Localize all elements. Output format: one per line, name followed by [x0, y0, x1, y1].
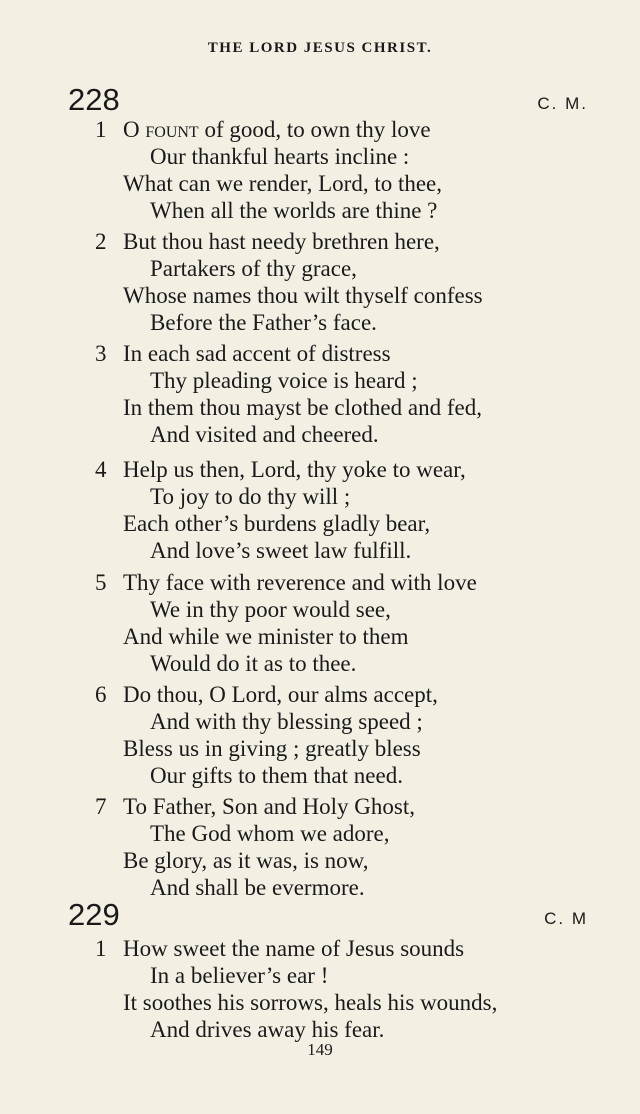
hymn-line: Be glory, as it was, is now,: [123, 848, 369, 873]
hymn-line: Help us then, Lord, thy yoke to wear,: [123, 457, 466, 482]
hymn-line: Before the Father’s face.: [150, 310, 377, 335]
stanza-number: 6: [95, 682, 107, 707]
stanza-number: 1: [95, 936, 107, 961]
hymn-line: Would do it as to thee.: [150, 651, 357, 676]
hymn-line: Whose names thou wilt thyself confess: [123, 283, 483, 308]
hymn-line: How sweet the name of Jesus sounds: [123, 936, 465, 961]
hymn-line: Each other’s burdens gladly bear,: [123, 511, 431, 536]
hymn-number: 229: [68, 897, 120, 932]
hymn-line: It soothes his sorrows, heals his wounds,: [123, 990, 498, 1015]
hymn-line: But thou hast needy brethren here,: [123, 229, 440, 254]
hymn-line: Partakers of thy grace,: [150, 256, 357, 281]
first-line-rest: of good, to own thy love: [198, 117, 431, 142]
hymn-line: And love’s sweet law fulfill.: [150, 538, 412, 563]
stanza-number: 2: [95, 229, 107, 254]
hymn-line: Thy face with reverence and with love: [123, 570, 477, 595]
hymn-line: And with thy blessing speed ;: [150, 709, 423, 734]
hymn-line: Our gifts to them that need.: [150, 763, 403, 788]
hymn-line: In each sad accent of distress: [123, 341, 391, 366]
hymn-line: And drives away his fear.: [150, 1017, 385, 1042]
hymn-line: In them thou mayst be clothed and fed,: [123, 395, 482, 420]
hymn-line: And shall be evermore.: [150, 875, 365, 900]
hymn-meter: C. M: [544, 909, 588, 928]
page-number: 149: [307, 1040, 333, 1059]
hymn-line: We in thy poor would see,: [150, 597, 391, 622]
stanza-number: 1: [95, 117, 107, 142]
hymn-line: To Father, Son and Holy Ghost,: [123, 794, 415, 819]
hymn-line: To joy to do thy will ;: [150, 484, 351, 509]
hymn-line: And while we minister to them: [123, 624, 409, 649]
stanza-number: 4: [95, 457, 107, 482]
first-word-small-caps: O fount: [123, 117, 199, 142]
hymn-line: Do thou, O Lord, our alms accept,: [123, 682, 438, 707]
hymn-line: In a believer’s ear !: [150, 963, 329, 988]
hymn-line: When all the worlds are thine ?: [150, 198, 438, 223]
stanza-number: 7: [95, 794, 107, 819]
hymn-line: Thy pleading voice is heard ;: [150, 368, 418, 393]
hymn-line: Our thankful hearts incline :: [150, 144, 410, 169]
stanza-number: 5: [95, 570, 107, 595]
hymn-line: And visited and cheered.: [150, 422, 379, 447]
hymn-meter: C. M.: [537, 94, 588, 113]
hymn-number: 228: [68, 82, 120, 117]
hymn-line: [123, 116, 431, 143]
running-head: THE LORD JESUS CHRIST.: [207, 40, 433, 56]
hymn-line: What can we render, Lord, to thee,: [123, 171, 443, 196]
stanza-number: 3: [95, 341, 107, 366]
hymn-line: Bless us in giving ; greatly bless: [123, 736, 421, 761]
hymn-line: The God whom we adore,: [150, 821, 390, 846]
